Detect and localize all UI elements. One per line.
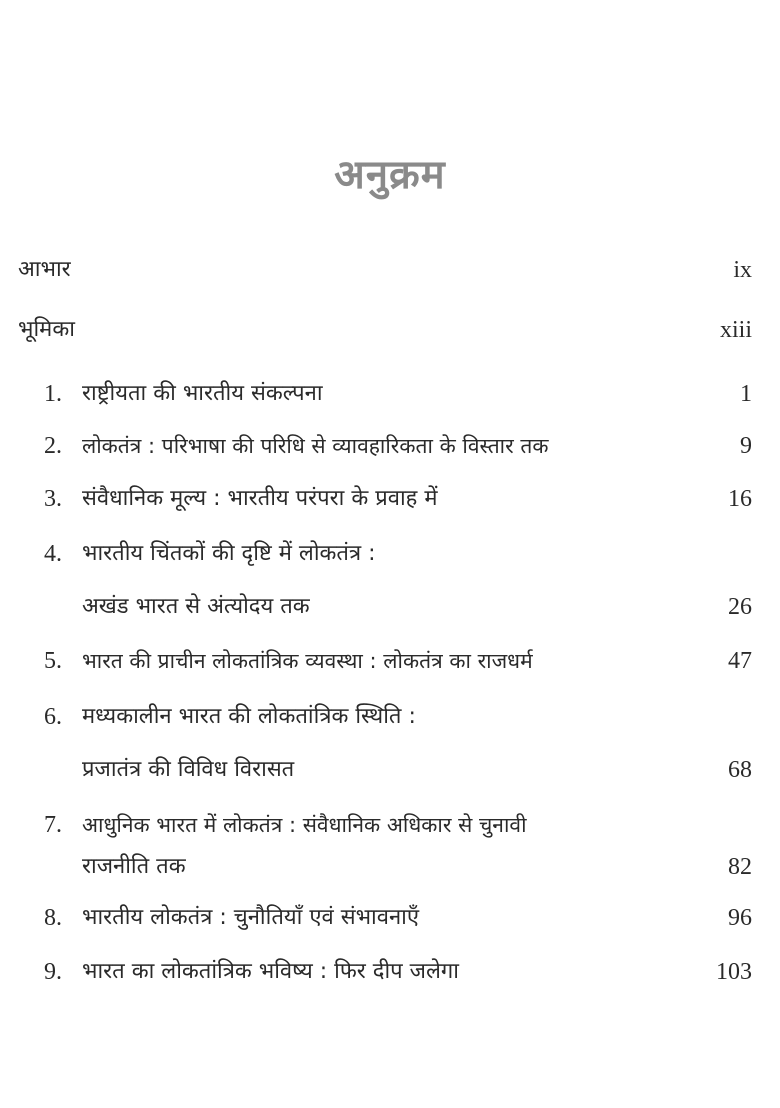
toc-entry-introduction[interactable]: [0, 310, 780, 350]
chapter-number: 4.: [44, 541, 62, 567]
toc-entry-chapter-6-continued[interactable]: [0, 750, 780, 790]
chapter-page: 47: [728, 648, 752, 674]
chapter-page: 82: [728, 854, 752, 880]
chapter-title-continued: अखंड भारत से अंत्योदय तक: [82, 594, 310, 619]
toc-entry-chapter-6[interactable]: [0, 697, 780, 737]
chapter-title: संवैधानिक मूल्य : भारतीय परंपरा के प्रवाह में: [82, 486, 438, 511]
chapter-title: भारतीय चिंतकों की दृष्टि में लोकतंत्र :: [82, 541, 376, 566]
page-title: अनुक्रम: [334, 152, 446, 198]
chapter-page: 1: [740, 381, 752, 407]
chapter-page: 26: [728, 594, 752, 620]
chapter-number: 1.: [44, 381, 62, 407]
chapter-page: 96: [728, 905, 752, 931]
chapter-number: 6.: [44, 704, 62, 730]
chapter-number: 9.: [44, 959, 62, 985]
chapter-page: 68: [728, 757, 752, 783]
toc-entry-chapter-3[interactable]: [0, 479, 780, 519]
toc-entry-chapter-9[interactable]: [0, 952, 780, 992]
chapter-title: भारत का लोकतांत्रिक भविष्य : फिर दीप जलेगा: [82, 959, 459, 984]
toc-entry-label: आभार: [18, 257, 71, 282]
toc-entry-chapter-4-continued[interactable]: [0, 587, 780, 627]
chapter-number: 2.: [44, 433, 62, 459]
chapter-number: 5.: [44, 648, 62, 674]
toc-entry-chapter-7-continued[interactable]: [0, 847, 780, 887]
chapter-title: राष्ट्रीयता की भारतीय संकल्पना: [82, 381, 323, 406]
chapter-title: भारतीय लोकतंत्र : चुनौतियाँ एवं संभावनाएँ: [82, 905, 420, 930]
toc-entry-chapter-7[interactable]: [0, 805, 780, 845]
chapter-page: 16: [728, 486, 752, 512]
chapter-page: 9: [740, 433, 752, 459]
toc-entry-page: ix: [733, 257, 752, 283]
toc-entry-chapter-1[interactable]: [0, 374, 780, 414]
chapter-title-continued: राजनीति तक: [82, 854, 186, 879]
chapter-page: 103: [716, 959, 752, 985]
toc-entry-label: भूमिका: [18, 317, 75, 342]
chapter-number: 7.: [44, 812, 62, 838]
chapter-number: 8.: [44, 905, 62, 931]
chapter-title-continued: प्रजातंत्र की विविध विरासत: [82, 757, 295, 782]
toc-entry-chapter-2[interactable]: [0, 426, 780, 466]
chapter-title: भारत की प्राचीन लोकतांत्रिक व्यवस्था : लोकतंत्र का राजधर्म: [82, 649, 533, 673]
toc-entry-page: xiii: [719, 317, 752, 343]
toc-entry-chapter-8[interactable]: [0, 898, 780, 938]
chapter-number: 3.: [44, 486, 62, 512]
chapter-title: मध्यकालीन भारत की लोकतांत्रिक स्थिति :: [82, 704, 416, 729]
toc-entry-chapter-5[interactable]: [0, 641, 780, 681]
chapter-title: लोकतंत्र : परिभाषा की परिधि से व्यावहारिकता के विस्तार तक: [82, 434, 549, 458]
toc-entry-acknowledgements[interactable]: [0, 250, 780, 290]
chapter-title: आधुनिक भारत में लोकतंत्र : संवैधानिक अधिकार से चुनावी: [82, 813, 527, 837]
toc-entry-chapter-4[interactable]: [0, 534, 780, 574]
